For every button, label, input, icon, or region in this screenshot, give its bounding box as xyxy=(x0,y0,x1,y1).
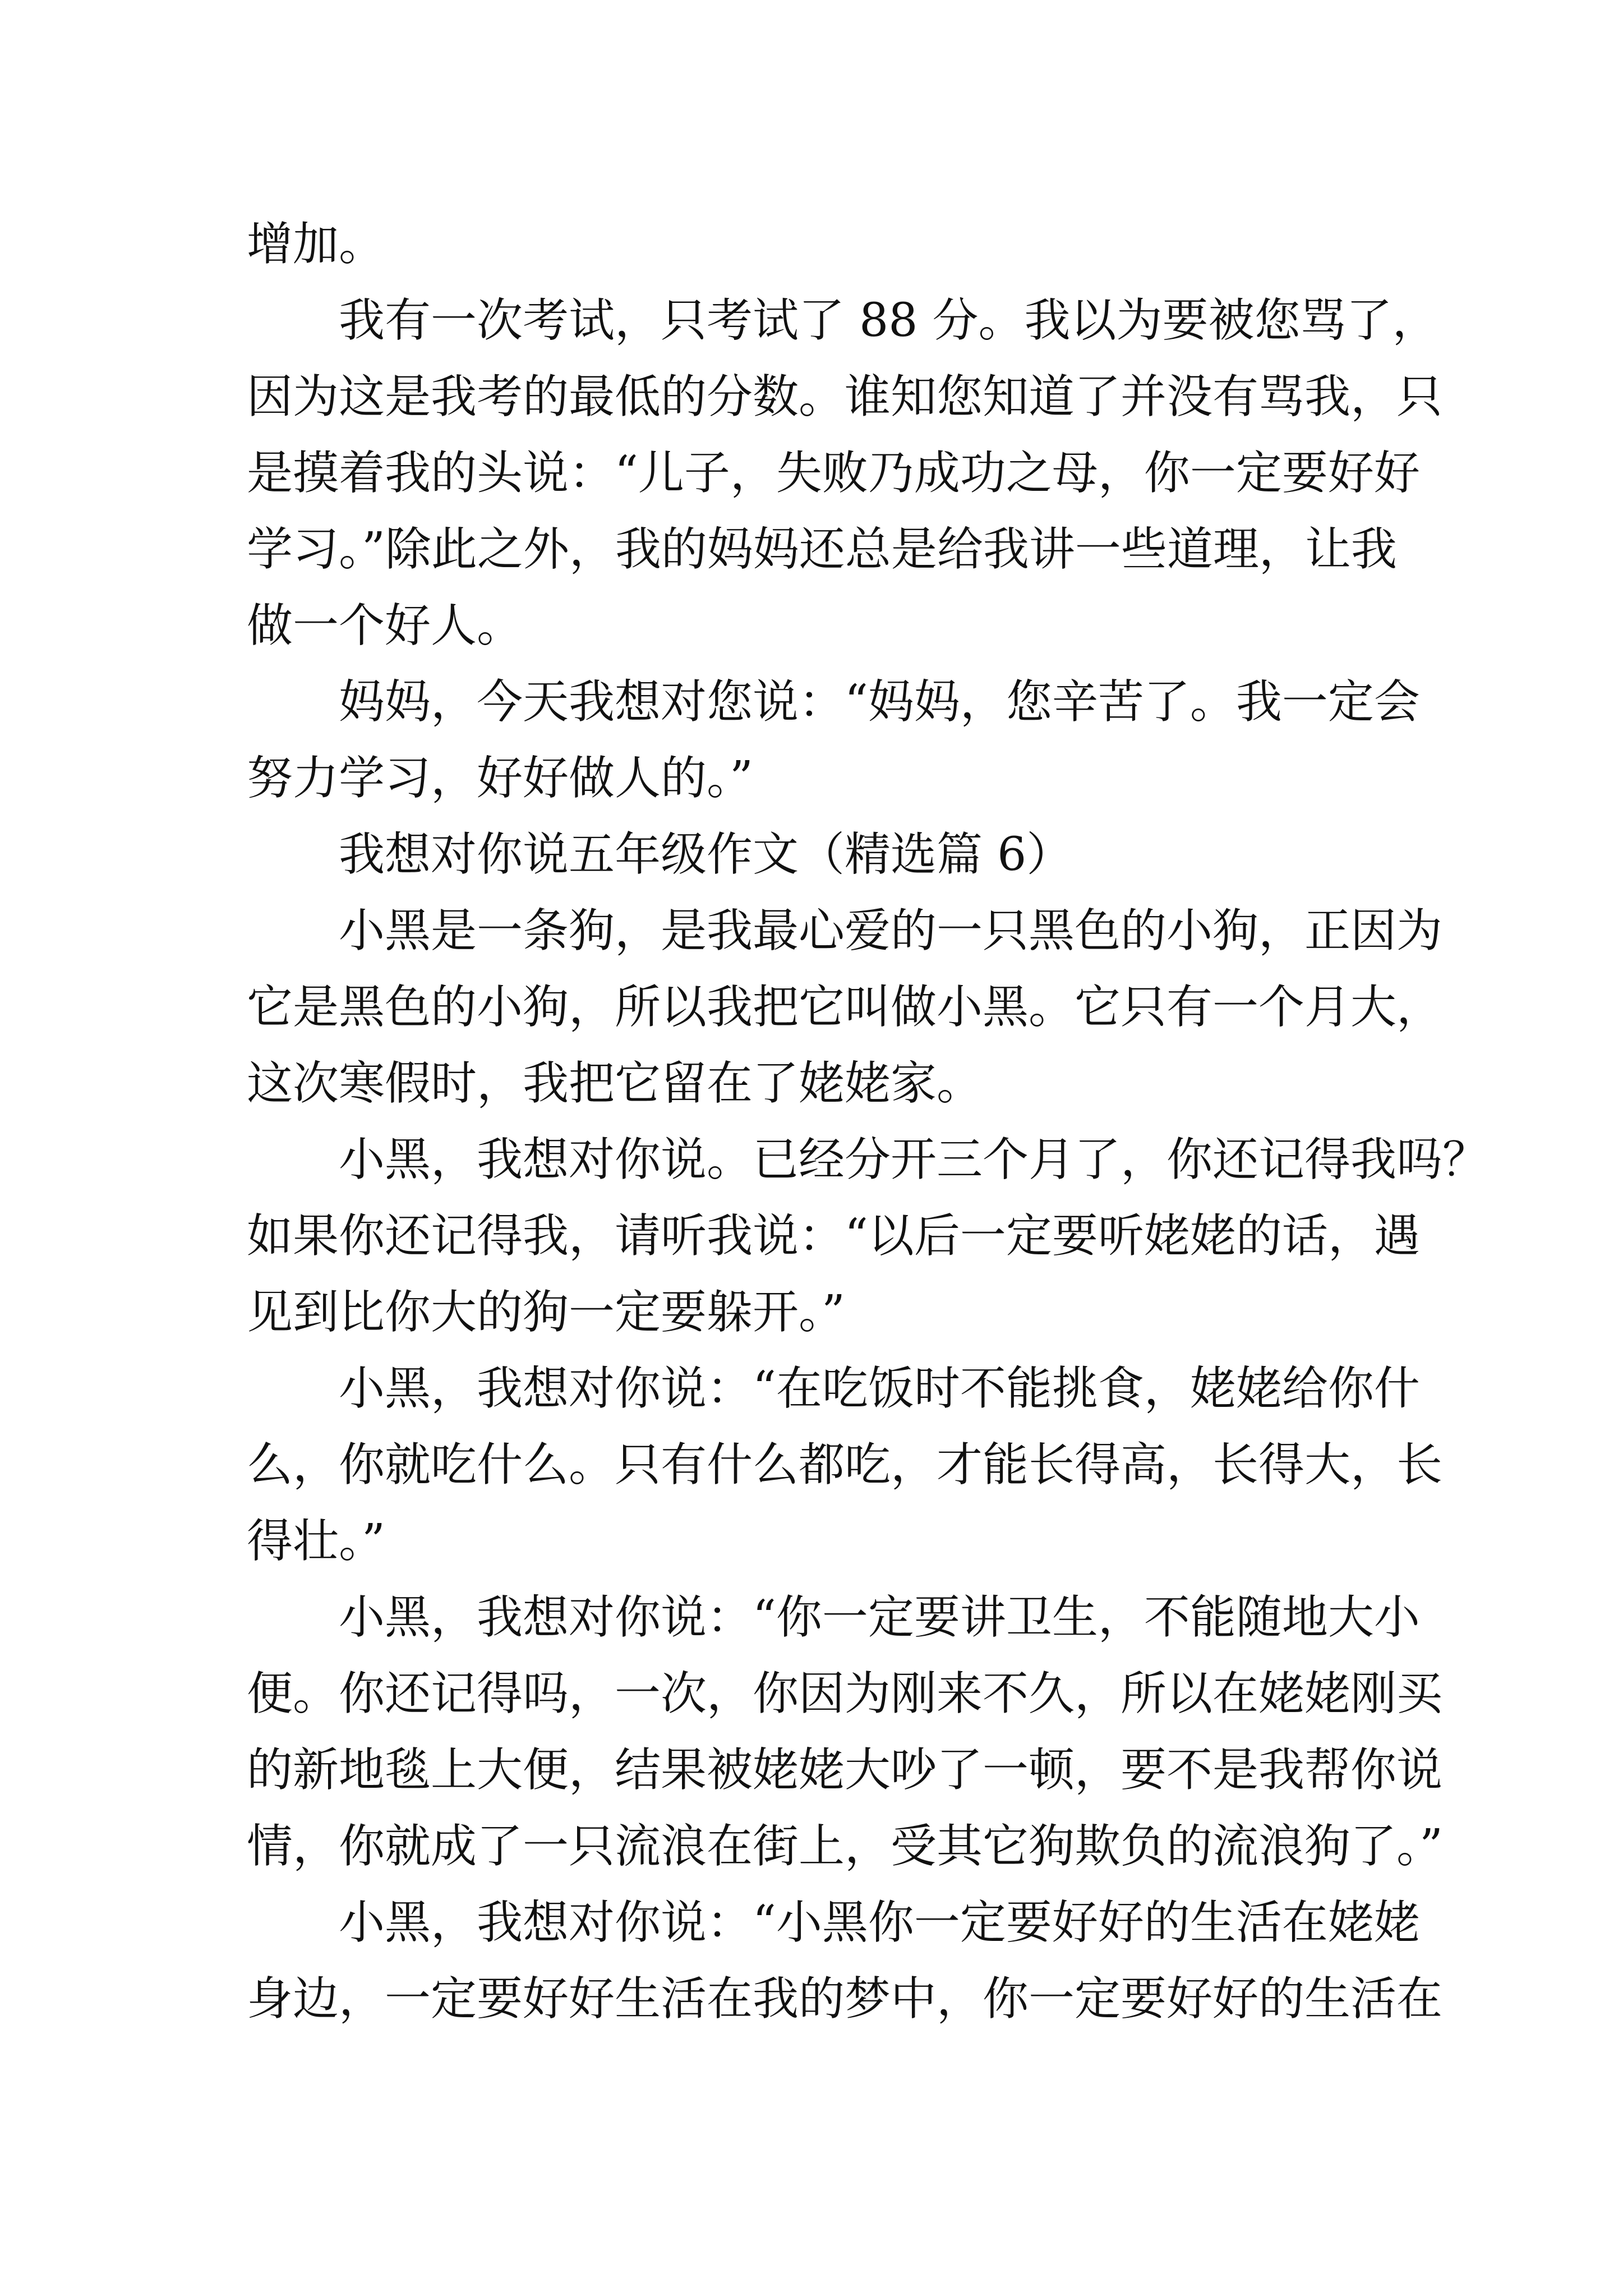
text-line: 做一个好人。 xyxy=(247,599,523,652)
text-line: 如果你还记得我，请听我说：“以后一定要听姥姥的话，遇 xyxy=(247,1209,1420,1263)
text-line: 见到比你大的狗一定要躲开。” xyxy=(247,1286,845,1339)
text-line: 身边，一定要好好生活在我的梦中，你一定要好好的生活在 xyxy=(247,1972,1443,2026)
paragraph-first-line: 小黑，我想对你说：“你一定要讲卫生，不能随地大小 xyxy=(339,1591,1420,1644)
section-heading: 我想对你说五年级作文（精选篇 6） xyxy=(339,828,1073,881)
paragraph-first-line: 小黑是一条狗，是我最心爱的一只黑色的小狗，正因为 xyxy=(339,904,1443,958)
text-line: 这次寒假时，我把它留在了姥姥家。 xyxy=(247,1057,983,1110)
text-line: 的新地毯上大便，结果被姥姥大吵了一顿，要不是我帮你说 xyxy=(247,1743,1443,1797)
paragraph-first-line: 妈妈，今天我想对您说：“妈妈，您辛苦了。我一定会 xyxy=(339,675,1420,729)
text-line: 便。你还记得吗，一次，你因为刚来不久，所以在姥姥刚买 xyxy=(247,1667,1443,1720)
paragraph-first-line: 小黑，我想对你说：“小黑你一定要好好的生活在姥姥 xyxy=(339,1896,1420,1949)
text-line: 学习。”除此之外，我的妈妈还总是给我讲一些道理，让我 xyxy=(247,523,1397,576)
text-line: 因为这是我考的最低的分数。谁知您知道了并没有骂我，只 xyxy=(247,370,1443,424)
paragraph-first-line: 小黑，我想对你说。已经分开三个月了，你还记得我吗？ xyxy=(339,1133,1489,1186)
text-line: 增加。 xyxy=(247,218,385,271)
text-line: 努力学习，好好做人的。” xyxy=(247,752,753,805)
text-line: 它是黑色的小狗，所以我把它叫做小黑。它只有一个月大， xyxy=(247,981,1443,1034)
text-line: 是摸着我的头说：“儿子，失败乃成功之母，你一定要好好 xyxy=(247,447,1420,500)
paragraph-first-line: 我有一次考试，只考试了 88 分。我以为要被您骂了， xyxy=(339,294,1438,347)
paragraph-first-line: 小黑，我想对你说：“在吃饭时不能挑食，姥姥给你什 xyxy=(339,1362,1420,1415)
text-line: 么，你就吃什么。只有什么都吃，才能长得高，长得大，长 xyxy=(247,1438,1443,1492)
text-line: 得壮。” xyxy=(247,1515,385,1568)
text-line: 情，你就成了一只流浪在街上，受其它狗欺负的流浪狗了。” xyxy=(247,1820,1443,1873)
